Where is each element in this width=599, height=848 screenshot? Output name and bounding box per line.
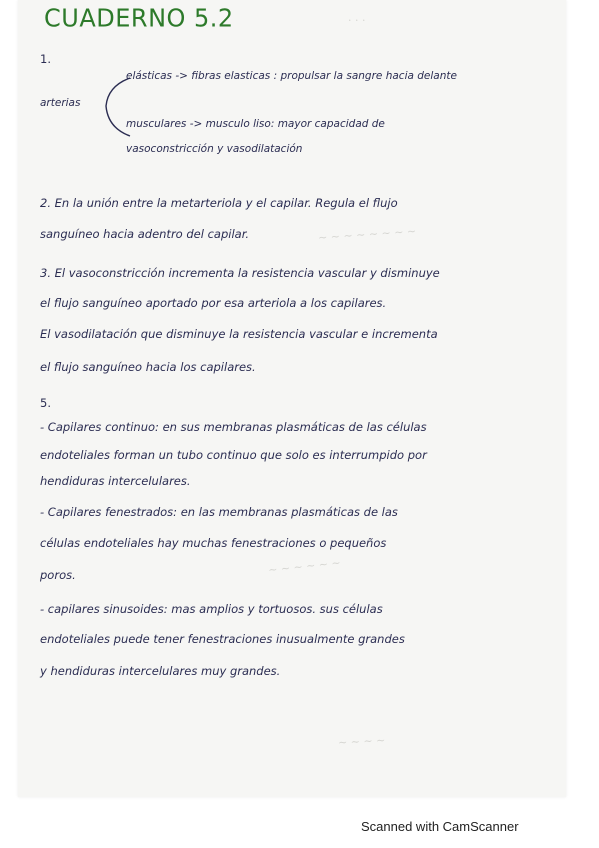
answer-3-line-4: el flujo sanguíneo hacia los capilares. [40, 360, 256, 374]
bleed-through-text: · · · [348, 14, 366, 27]
diagram-branch-musculares: musculares -> musculo liso: mayor capacidad de [126, 118, 385, 130]
answer-5-continuos-1: - Capilares continuo: en sus membranas plasmáticas de las células [40, 420, 427, 434]
answer-3-line-3: El vasodilatación que disminuye la resistencia vascular e incrementa [40, 327, 438, 341]
answer-3-line-2: el flujo sanguíneo aportado por esa arteriola a los capilares. [40, 296, 387, 310]
diagram-branch-elasticas: elásticas -> fibras elasticas : propulsar la sangre hacia delante [126, 70, 457, 82]
answer-5-sinusoides-2: endoteliales puede tener fenestraciones inusualmente grandes [40, 632, 405, 646]
notebook-page [18, 0, 566, 797]
diagram-root-label: arterias [40, 97, 81, 109]
scanner-watermark: Scanned with CamScanner [361, 819, 519, 834]
bleed-through-text: ~ ~ ~ ~ [337, 733, 386, 750]
answer-3-line-1: 3. El vasoconstricción incrementa la resistencia vascular y disminuye [40, 266, 440, 280]
answer-5-sinusoides-1: - capilares sinusoides: mas amplios y tortuosos. sus células [40, 602, 383, 616]
bleed-through-text: ~ ~ ~ ~ ~ ~ ~ ~ [317, 224, 417, 245]
answer-5-sinusoides-3: y hendiduras intercelulares muy grandes. [40, 664, 281, 678]
diagram-branch-musculares-cont: vasoconstricción y vasodilatación [126, 143, 303, 155]
question-number: 1. [40, 52, 51, 66]
answer-5-fenestrados-2: células endoteliales hay muchas fenestraciones o pequeños [40, 536, 387, 550]
bleed-through-text: ~ ~ ~ ~ ~ ~ [267, 556, 342, 577]
answer-5-continuos-3: hendiduras intercelulares. [40, 474, 191, 488]
answer-5-fenestrados-3: poros. [40, 568, 76, 582]
answer-5-fenestrados-1: - Capilares fenestrados: en las membranas plasmáticas de las [40, 505, 398, 519]
question-number: 5. [40, 396, 51, 410]
answer-2-line-2: sanguíneo hacia adentro del capilar. [40, 227, 250, 241]
answer-2-line-1: 2. En la unión entre la metarteriola y el capilar. Regula el flujo [40, 196, 398, 210]
page-title: CUADERNO 5.2 [44, 3, 234, 33]
answer-5-continuos-2: endoteliales forman un tubo continuo que solo es interrumpido por [40, 448, 427, 462]
